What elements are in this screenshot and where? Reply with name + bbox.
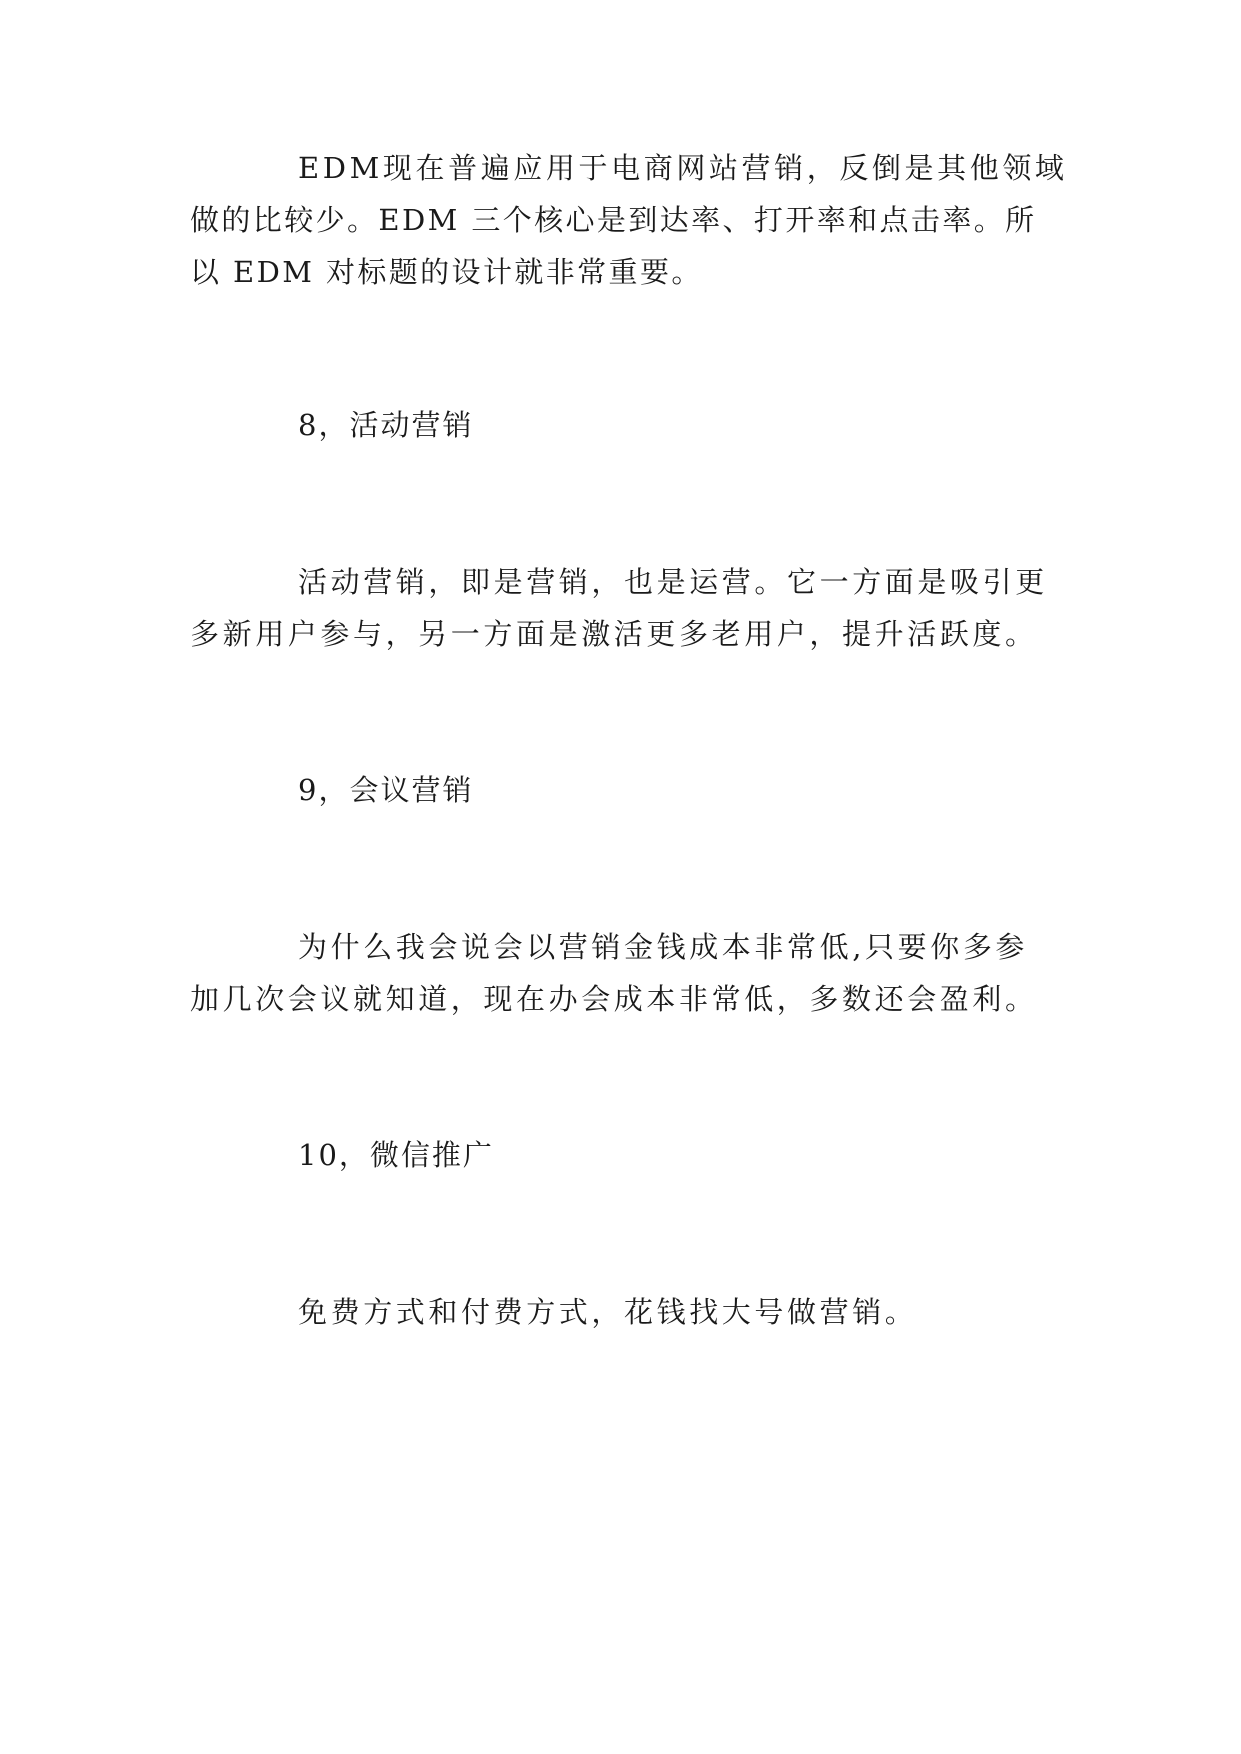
paragraph-edm-line-2: 做的比较少。EDM 三个核心是到达率、打开率和点击率。所 [190, 203, 1037, 237]
paragraph-activity-line-2: 多新用户参与，另一方面是激活更多老用户，提升活跃度。 [190, 617, 1038, 651]
section-heading-conference-marketing: 9，会议营销 [298, 773, 474, 807]
paragraph-activity-line-1: 活动营销，即是营销，也是运营。它一方面是吸引更 [298, 565, 1048, 599]
paragraph-edm-line-1: EDM现在普遍应用于电商网站营销，反倒是其他领域 [298, 151, 1068, 185]
section-heading-wechat-promotion: 10，微信推广 [298, 1138, 494, 1172]
paragraph-edm-line-3: 以 EDM 对标题的设计就非常重要。 [190, 255, 703, 289]
section-heading-activity-marketing: 8，活动营销 [298, 408, 474, 442]
paragraph-conference-line-1: 为什么我会说会以营销金钱成本非常低,只要你多参 [298, 930, 1029, 964]
paragraph-conference-line-2: 加几次会议就知道，现在办会成本非常低，多数还会盈利。 [190, 982, 1038, 1016]
paragraph-wechat-line-1: 免费方式和付费方式，花钱找大号做营销。 [298, 1295, 918, 1329]
